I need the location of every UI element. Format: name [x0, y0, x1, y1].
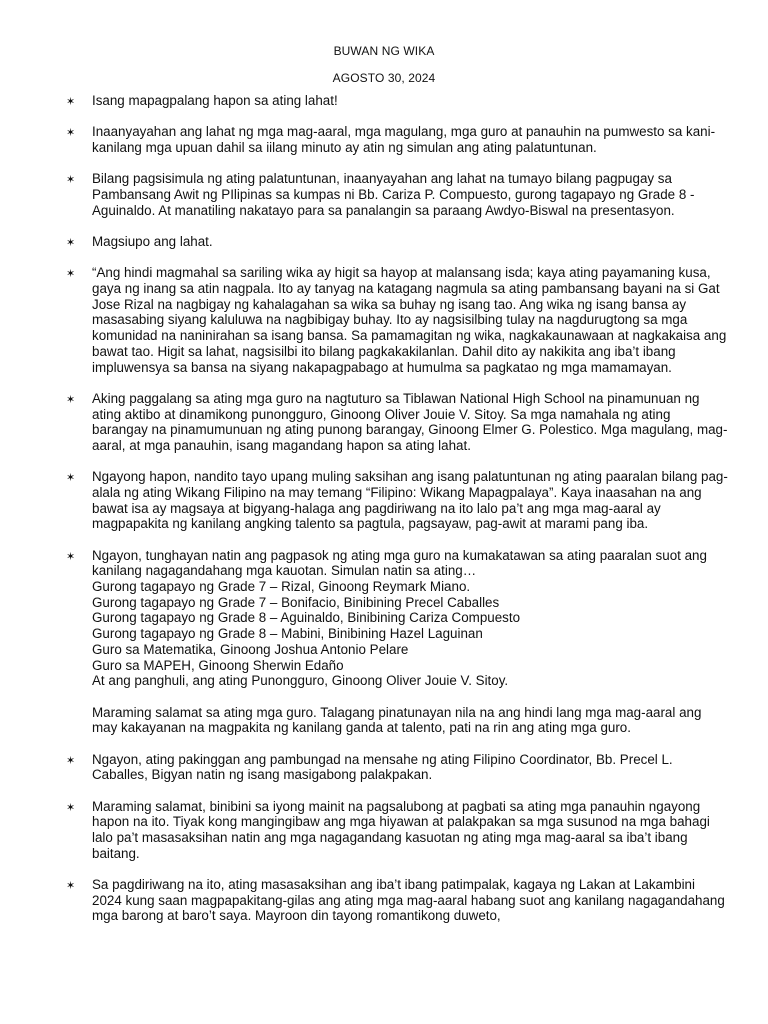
star-bullet-icon: ✶	[66, 392, 76, 406]
star-bullet-icon: ✶	[66, 800, 76, 814]
document-date: AGOSTO 30, 2024	[332, 71, 436, 85]
list-item	[0, 752, 768, 783]
star-bullet-icon: ✶	[66, 236, 76, 249]
item-text: Magsiupo ang lahat.	[92, 234, 213, 249]
star-bullet-icon: ✶	[66, 126, 76, 140]
list-item	[0, 171, 768, 218]
list-item	[0, 93, 768, 109]
item-text: Ngayon, tunghayan natin ang pagpasok ng ating mga guro na kumakatawan sa ating paaralan suot ang kanilang nagagandahang mga kauotan. Simulan natin sa ating…	[92, 547, 707, 579]
star-bullet-icon: ✶	[66, 95, 76, 108]
star-bullet-icon: ✶	[66, 173, 76, 187]
teacher-line: Gurong tagapayo ng Grade 7 – Rizal, Ginoong Reymark Miano.	[92, 579, 471, 595]
item-text: Isang mapagpalang hapon sa ating lahat!	[92, 93, 338, 108]
document-title: BUWAN NG WIKA	[333, 44, 435, 58]
list-item	[0, 124, 768, 155]
item-text: Bilang pagsisimula ng ating palatuntunan, inaanyayahan ang lahat na tumayo bilang pagpugay sa Pambansang Awit ng PIlipinas sa kumpas ni Bb. Cariza P. Compuesto, gurong tagapayo ng Grade 8 - Aguinaldo. At manatiling nakatayo para sa panalangin sa paraang Awdyo-Biswal na presentasyon.	[92, 171, 695, 218]
item-text: Ngayon, ating pakinggan ang pambungad na mensahe ng ating Filipino Coordinator, Bb. Precel L. Caballes, Bigyan natin ng isang masigabong palakpakan.	[92, 751, 673, 783]
star-bullet-icon: ✶	[66, 267, 76, 281]
teacher-line: Gurong tagapayo ng Grade 7 – Bonifacio, Binibining Precel Caballes	[92, 594, 500, 610]
teacher-line: At ang panghuli, ang ating Punongguro, Ginoong Oliver Jouie V. Sitoy.	[92, 673, 509, 689]
list-item	[0, 799, 768, 862]
teacher-line: Gurong tagapayo ng Grade 8 – Aguinaldo, Binibining Cariza Compuesto	[92, 610, 521, 626]
list-item	[0, 877, 768, 924]
star-bullet-icon: ✶	[66, 471, 76, 485]
item-text: Maraming salamat, binibini sa iyong mainit na pagsalubong at pagbati sa ating mga panauhin ngayong hapon na ito. Tiyak kong mangingibaw ang mga hiyawan at palakpakan sa mga susunod na mga bahagi lalo pa’t masasaksihan natin ang mga nagagandang kasuotan ng ating mga mag-aaral sa iba’t ibang baitang.	[92, 798, 710, 861]
teacher-list	[92, 579, 728, 689]
item-text: Aking paggalang sa ating mga guro na nagtuturo sa Tiblawan National High School na pinamunuan ng ating aktibo at dinamikong punongguro, Ginoong Oliver Jouie V. Sitoy. Sa mga namahala ng ating barangay na pinamumunuan ng ating punong barangay, Ginoong Elmer G. Polestico. Mga magulang, mag-aaral, at mga panauhin, isang magandang hapon sa ating lahat.	[92, 390, 728, 453]
item-text: “Ang hindi magmahal sa sariling wika ay higit sa hayop at malansang isda; kaya ating payamaning kusa, gaya ng inang sa atin nagpala. Ito ay tanyag na katagang nagmula sa ating pambansang bayani na si Gat Jose Rizal na nagbigay ng kahalagahan sa wika sa buhay ng isang tao. Ang wika ng isang bansa ay masasabing siyang kaluluwa na nagbibigay buhay. Ito ay nagsisilbing tulay na nagdurugtong sa mga komunidad na naninirahan sa isang bansa. Sa pamamagitan ng wika, nagkakaunawaan at nagkakaisa ang bawat tao. Higit sa lahat, nagsisilbi ito bilang pagkakakilanlan. Dahil dito ay nakikita ang iba’t ibang impluwensya sa bansa na siyang nakapagpabago at humulma sa pagkatao ng mga mamamayan.	[92, 265, 727, 375]
list-item	[0, 469, 768, 532]
teacher-line: Guro sa MAPEH, Ginoong Sherwin Edaño	[92, 657, 344, 673]
list-item	[0, 265, 768, 375]
list-item-teachers	[0, 548, 768, 689]
teacher-line: Gurong tagapayo ng Grade 8 – Mabini, Binibining Hazel Laguinan	[92, 626, 483, 642]
star-bullet-icon: ✶	[66, 878, 76, 892]
star-bullet-icon: ✶	[66, 753, 76, 767]
bullet-list	[0, 93, 768, 940]
closing-paragraph: Maraming salamat sa ating mga guro. Talagang pinatunayan nila na ang hindi lang mga mag-aaral ang may kakayanan na magpakita ng kanilang ganda at talento, pati na rin ang ating mga guro.	[92, 704, 702, 736]
item-text: Ngayong hapon, nandito tayo upang muling saksihan ang isang palatuntunan ng ating paaralan bilang pag-alala ng ating Wikang Filipino na may temang “Filipino: Wikang Mapagpalaya”. Kaya inaasahan na ang bawat isa ay magsaya at bigyang-halaga ang pagdiriwang na ito lalo pa’t ang mga mag-aaral ay magpapakita ng kanilang angking talento sa pagtula, pagsayaw, pag-awit at marami pang iba.	[92, 469, 728, 532]
star-bullet-icon: ✶	[66, 549, 76, 563]
teacher-line: Guro sa Matematika, Ginoong Joshua Antonio Pelare	[92, 641, 409, 657]
list-item	[0, 234, 768, 250]
item-text: Inaanyayahan ang lahat ng mga mag-aaral, mga magulang, mga guro at panauhin na pumwesto sa kani-kanilang mga upuan dahil sa iilang minuto ay atin ng simulan ang ating palatuntunan.	[92, 124, 716, 155]
item-text: Sa pagdiriwang na ito, ating masasaksihan ang iba’t ibang patimpalak, kagaya ng Lakan at Lakambini 2024 kung saan magpapakitang-gilas ang ating mga mag-aaral habang suot ang kanilang nagagandahang mga barong at baro’t saya. Mayroon din tayong romantikong duweto,	[92, 876, 725, 924]
list-item	[0, 391, 768, 454]
